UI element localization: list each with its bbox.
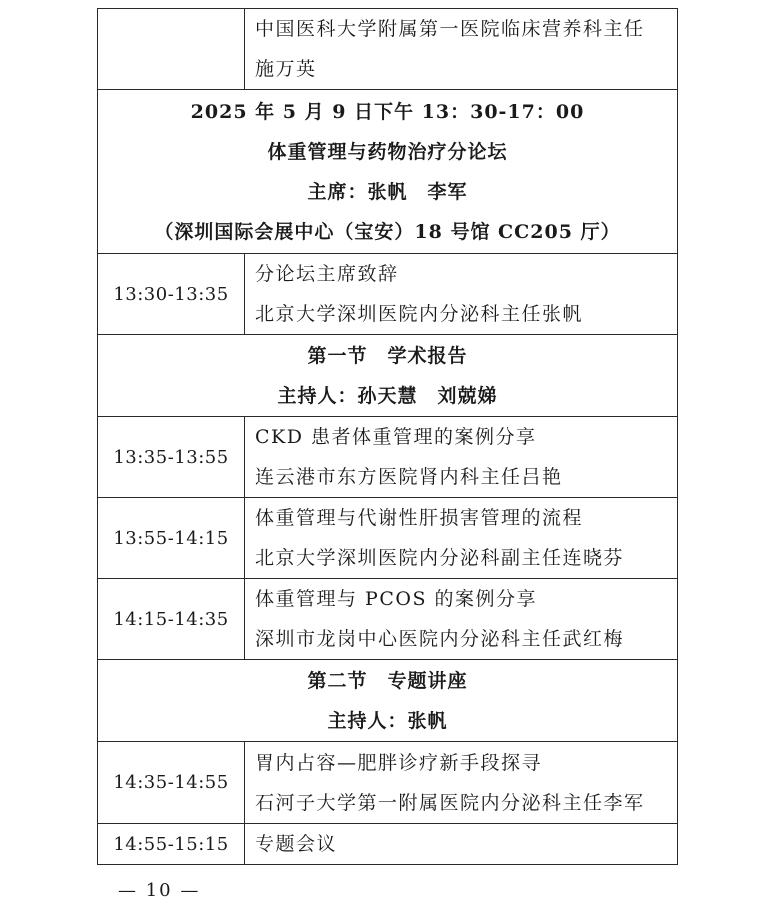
- table-row: [98, 579, 678, 660]
- section-header-row: [98, 335, 678, 417]
- speaker-info: 北京大学深圳医院内分泌科副主任连晓芬: [255, 547, 625, 569]
- table-row: [98, 417, 678, 498]
- speaker-info: 北京大学深圳医院内分泌科主任张帆: [255, 303, 584, 325]
- content-cell: [245, 417, 678, 498]
- content-cell: [245, 742, 678, 824]
- content-cell: [245, 254, 678, 335]
- speaker-name: 施万英: [255, 58, 317, 80]
- time-cell: 14:15-14:35: [98, 579, 245, 660]
- time-cell: 13:35-13:55: [98, 417, 245, 498]
- section-host: 主持人：孙天慧 刘兢娣: [277, 384, 498, 407]
- session-header: [98, 90, 678, 254]
- content-cell: [245, 579, 678, 660]
- section-header: [98, 335, 678, 417]
- talk-title: CKD 患者体重管理的案例分享: [255, 426, 537, 448]
- time-cell: 13:55-14:15: [98, 498, 245, 579]
- content-cell: [245, 9, 678, 90]
- time-cell: 14:35-14:55: [98, 742, 245, 824]
- table-row: [98, 498, 678, 579]
- session-date-time: 2025 年 5 月 9 日下午 13：30-17：00: [190, 100, 585, 123]
- talk-title: 体重管理与代谢性肝损害管理的流程: [255, 507, 584, 529]
- section-title: 第二节 专题讲座: [307, 669, 468, 692]
- content-cell: [245, 824, 678, 865]
- section-header-row: [98, 660, 678, 742]
- forum-venue: （深圳国际会展中心（宝安）18 号馆 CC205 厅）: [154, 220, 621, 243]
- speaker-affiliation: 中国医科大学附属第一医院临床营养科主任: [255, 18, 645, 40]
- speaker-info: 石河子大学第一附属医院内分泌科主任李军: [255, 791, 645, 814]
- table-row: [98, 742, 678, 824]
- table-row: [98, 9, 678, 90]
- time-cell: [98, 9, 245, 90]
- session-header-row: [98, 90, 678, 254]
- talk-title: 胃内占容—肥胖诊疗新手段探寻: [255, 751, 543, 774]
- talk-title: 体重管理与 PCOS 的案例分享: [255, 588, 537, 610]
- talk-title: 分论坛主席致辞: [255, 263, 399, 285]
- speaker-info: 深圳市龙岗中心医院内分泌科主任武红梅: [255, 628, 625, 650]
- content-cell: [245, 498, 678, 579]
- time-cell: 13:30-13:35: [98, 254, 245, 335]
- forum-title: 体重管理与药物治疗分论坛: [267, 140, 508, 163]
- talk-title: 专题会议: [255, 833, 338, 855]
- speaker-info: 连云港市东方医院肾内科主任吕艳: [255, 466, 563, 488]
- schedule-table: [97, 8, 678, 865]
- section-title: 第一节 学术报告: [307, 344, 468, 367]
- table-row: [98, 254, 678, 335]
- table-row: [98, 824, 678, 865]
- section-header: [98, 660, 678, 742]
- page-number: — 10 —: [118, 880, 201, 901]
- time-cell: 14:55-15:15: [98, 824, 245, 865]
- section-host: 主持人：张帆: [327, 709, 448, 732]
- forum-chairs: 主席：张帆 李军: [307, 180, 468, 203]
